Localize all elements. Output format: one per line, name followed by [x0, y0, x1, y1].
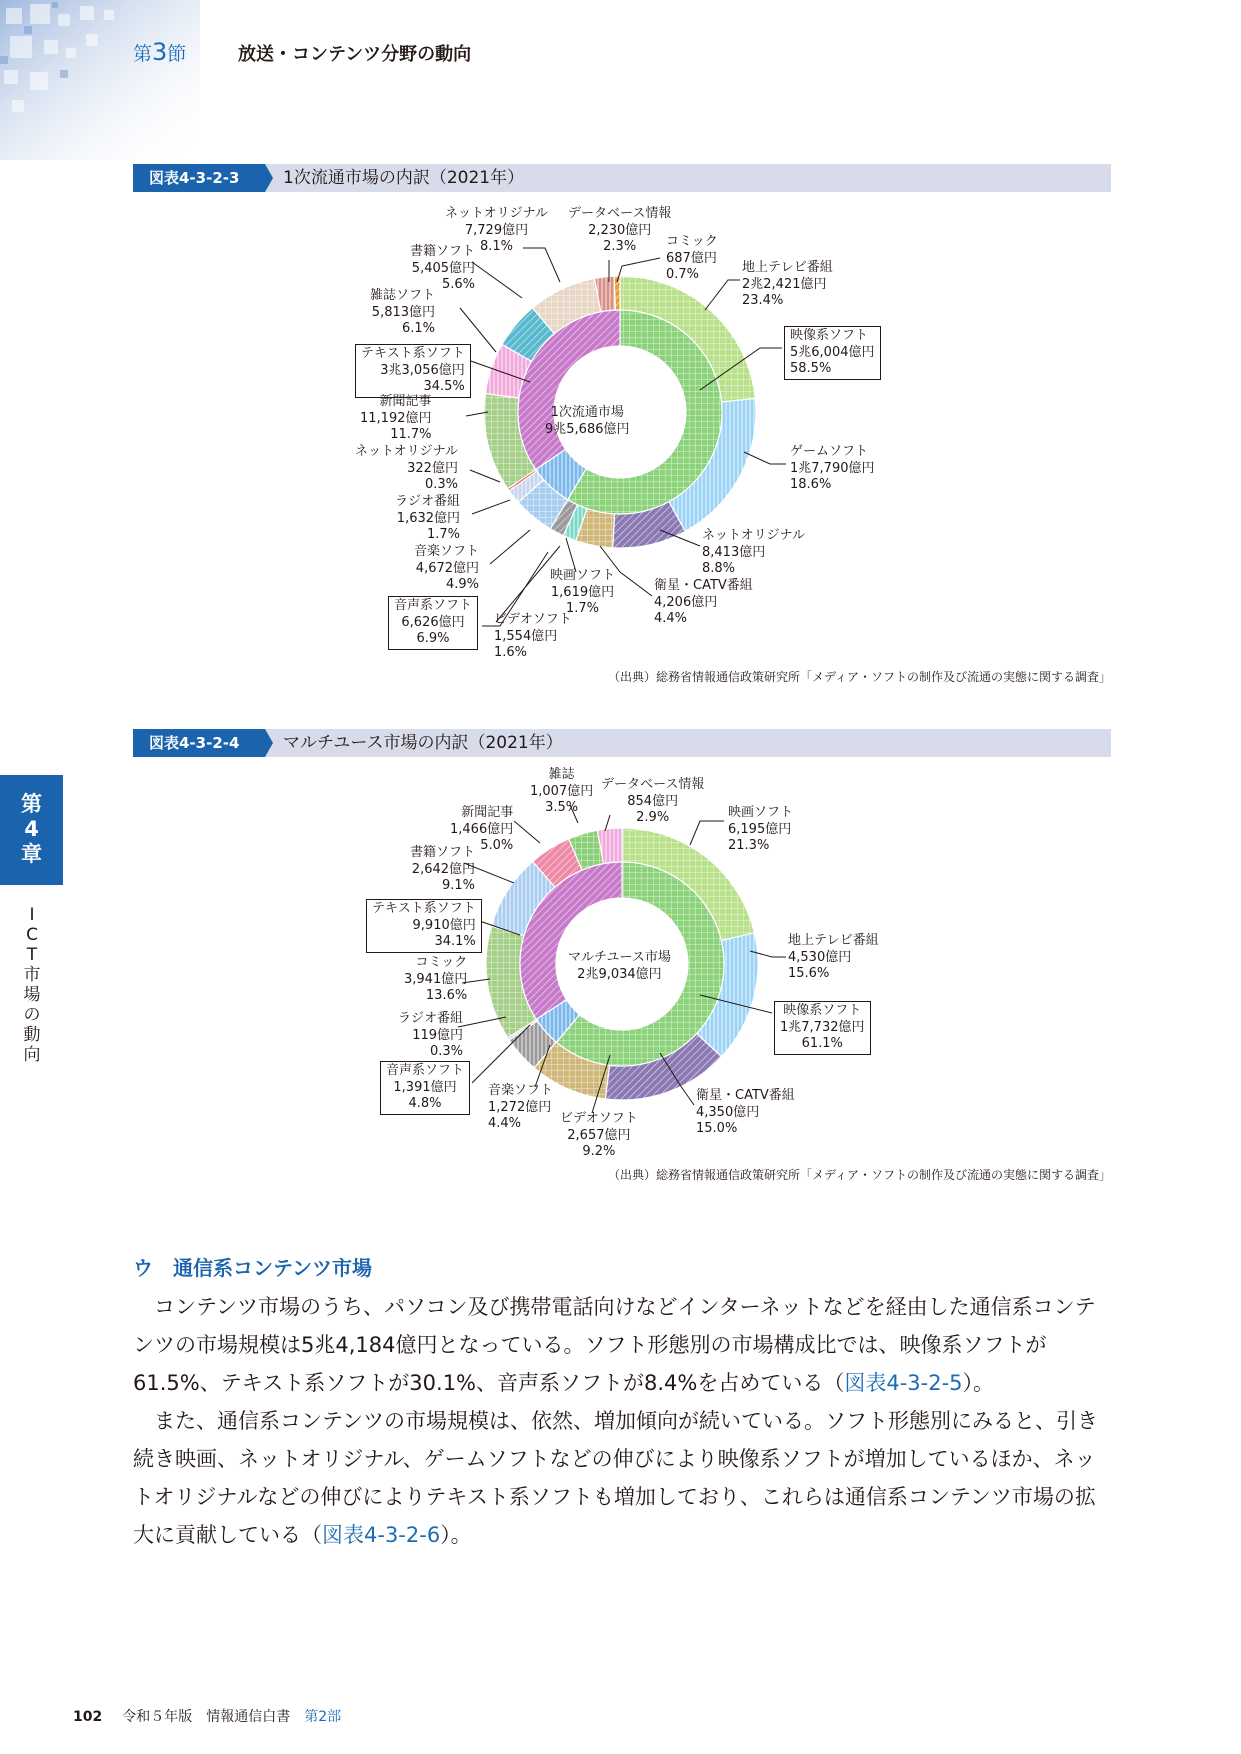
label-magazine: 雑誌ソフト 5,813億円 6.1%	[370, 288, 436, 336]
section-label: 第3節	[133, 38, 187, 66]
label-video-total: 映像系ソフト 5兆6,004億円 58.5%	[784, 326, 881, 380]
paragraph-1: コンテンツ市場のうち、パソコン及び携帯電話向けなどインターネットなどを経由した通信系コンテンツの市場規模は5兆4,184億円となっている。ソフト形態別の市場構成比では、映像系ソフトが61.5%、テキスト系ソフトが30.1%、音声系ソフトが8.4%を占めている（図表4-3-2-5）。	[133, 1295, 1096, 1395]
label2-movie: 映画ソフト 6,195億円 21.3%	[728, 805, 794, 853]
figure2-titlebar	[133, 729, 1111, 757]
figure2-tag: 図表4-3-2-4	[133, 729, 265, 757]
paragraph-2: また、通信系コンテンツの市場規模は、依然、増加傾向が続いている。ソフト形態別にみると、引き続き映画、ネットオリジナル、ゲームソフトなどの伸びにより映像系ソフトが増加しているほか、ネットオリジナルなどの伸びによりテキスト系ソフトも増加しており、これらは通信系コンテンツ市場の拡大に貢献している（図表4-3-2-6）。	[133, 1409, 1098, 1547]
book-title: 令和５年版 情報通信白書	[122, 1709, 291, 1725]
figure1-donut	[0, 200, 1241, 680]
fig1-leader-9	[744, 452, 786, 464]
figure1-title: 1次流通市場の内訳（2021年）	[283, 168, 525, 188]
fig2-leader-2	[514, 821, 540, 843]
chapter-vertical-title: I C T 市 場 の 動 向	[23, 905, 41, 1065]
fig1-leader-14	[566, 538, 576, 572]
label2-books: 書籍ソフト 2,642億円 9.1%	[410, 845, 476, 893]
fig1-leader-11	[472, 500, 510, 514]
section-title: 放送・コンテンツ分野の動向	[238, 44, 472, 65]
fig1-leader-3	[472, 262, 522, 298]
label-satellite: 衛星・CATV番組 4,206億円 4.4%	[654, 578, 753, 626]
page-number: 102	[73, 1709, 103, 1725]
figure-link-4-3-2-6[interactable]: 図表4-3-2-6	[322, 1523, 441, 1547]
figure2-chart	[0, 765, 1241, 1165]
label2-magazine: 雑誌 1,007億円 3.5%	[530, 767, 594, 815]
figure1-tag: 図表4-3-2-3	[133, 164, 265, 192]
figure2-title: マルチユース市場の内訳（2021年）	[283, 733, 563, 753]
figure1-source: （出典）総務省情報通信政策研究所「メディア・ソフトの制作及び流通の実態に関する調査」	[607, 670, 1111, 684]
figure2-source: （出典）総務省情報通信政策研究所「メディア・ソフトの制作及び流通の実態に関する調査」	[607, 1168, 1111, 1182]
label-dvd: ビデオソフト 1,554億円 1.6%	[494, 612, 572, 660]
figure1-titlebar	[133, 164, 1111, 192]
subsection-heading: ウ 通信系コンテンツ市場	[133, 1256, 372, 1280]
fig1-leader-13	[490, 530, 530, 564]
figure-link-4-3-2-5[interactable]: 図表4-3-2-5	[844, 1371, 963, 1395]
label2-db: データベース情報 854億円 2.9%	[601, 777, 705, 825]
label-net-audio: ネットオリジナル 322億円 0.3%	[355, 444, 458, 492]
label2-audio-total: 音声系ソフト 1,391億円 4.8%	[380, 1061, 470, 1115]
label-game: ゲームソフト 1兆7,790億円 18.6%	[790, 444, 875, 492]
chapter-tab: 第 4 章	[0, 775, 63, 885]
section-number: 3	[152, 38, 168, 66]
label2-comic: コミック 3,941億円 13.6%	[404, 955, 468, 1003]
mosaic-decoration	[0, 0, 200, 160]
figure2-center-label: マルチユース市場 2兆9,034億円	[568, 950, 671, 982]
figure1-center-label: 1次流通市場 9兆5,686億円	[545, 405, 630, 437]
fig1-leader-4	[705, 280, 740, 310]
label2-radio: ラジオ番組 119億円 0.3%	[398, 1011, 464, 1059]
corner-decoration	[0, 0, 200, 160]
label-music: 音楽ソフト 4,672億円 4.9%	[414, 544, 480, 592]
page-footer	[73, 1706, 341, 1726]
label2-newspaper: 新聞記事 1,466億円 5.0%	[450, 805, 514, 853]
label2-satellite: 衛星・CATV番組 4,350億円 15.0%	[696, 1088, 795, 1136]
fig1-leader-10	[470, 470, 500, 482]
label-db: データベース情報 2,230億円 2.3%	[568, 206, 672, 254]
label-newspaper: 新聞記事 11,192億円 11.7%	[360, 394, 432, 442]
label-net-text: ネットオリジナル 7,729億円 8.1%	[445, 206, 548, 254]
label-books: 書籍ソフト 5,405億円 5.6%	[410, 244, 476, 292]
label-terrestrial-tv: 地上テレビ番組 2兆2,421億円 23.4%	[742, 260, 833, 308]
label2-video-total: 映像系ソフト 1兆7,732億円 61.1%	[774, 1001, 871, 1055]
label2-terrestrial-tv: 地上テレビ番組 4,530億円 15.6%	[788, 933, 879, 981]
label2-dvd: ビデオソフト 2,657億円 9.2%	[560, 1111, 638, 1159]
label2-text-total: テキスト系ソフト 9,910億円 34.1%	[366, 899, 482, 953]
label-audio-total: 音声系ソフト 6,626億円 6.9%	[388, 596, 478, 650]
label-radio: ラジオ番組 1,632億円 1.7%	[395, 494, 461, 542]
label2-music: 音楽ソフト 1,272億円 4.4%	[488, 1083, 554, 1131]
label-movie: 映画ソフト 1,619億円 1.7%	[550, 568, 616, 616]
label-comic: コミック 687億円 0.7%	[666, 234, 718, 282]
part-label: 第2部	[304, 1709, 342, 1725]
label-text-total: テキスト系ソフト 3兆3,056億円 34.5%	[355, 344, 471, 398]
figure1-chart	[0, 200, 1241, 680]
label-net-video: ネットオリジナル 8,413億円 8.8%	[702, 528, 805, 576]
